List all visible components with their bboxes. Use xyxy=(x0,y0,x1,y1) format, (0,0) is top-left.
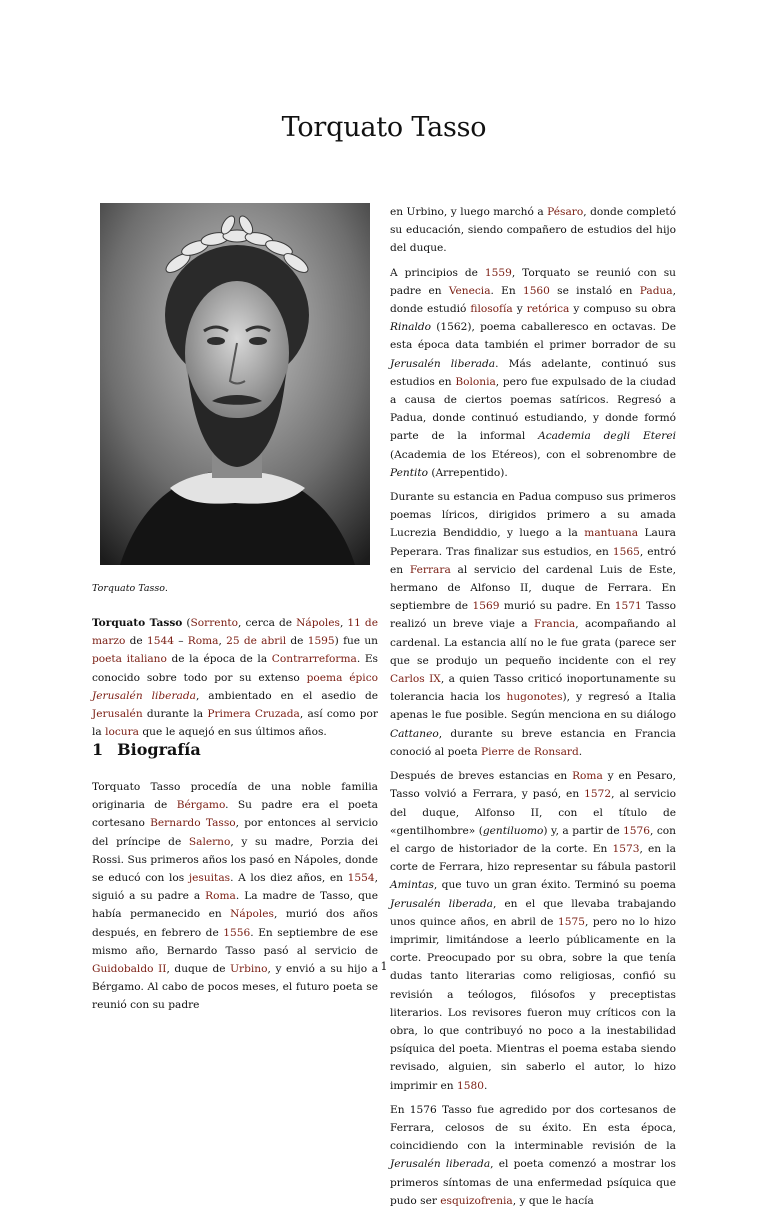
text-run: Jerusalén liberada xyxy=(390,357,496,370)
bio-paragraph xyxy=(92,778,378,1015)
text-run: , en la corte de Ferrara, hizo representar su fábula pastoril xyxy=(390,842,676,874)
right-paragraph-3 xyxy=(390,488,676,761)
text-run: Torquato Tasso xyxy=(92,617,183,629)
text-run: de xyxy=(286,635,308,648)
text-run: , durante su breve estancia en Francia conoció al poeta xyxy=(390,727,676,758)
text-run: En 1576 Tasso fue agredido por dos cortesanos de Ferrara, celosos de su éxito. En esta época, coincidiendo con la interminable revisión de la xyxy=(390,1103,676,1153)
wiki-link[interactable]: Primera Cruzada xyxy=(207,708,300,721)
wiki-link[interactable]: Pierre de Ronsard xyxy=(481,745,579,758)
wiki-link[interactable]: 1573 xyxy=(612,842,640,855)
text-run: , pero fue expulsado de la ciudad a causa de ciertos poemas satíricos. Regresó a Padua, donde continuó estudiando, y donde formó parte de la informal xyxy=(390,375,676,443)
text-run: , en el que llevaba trabajando unos quince años, en abril de xyxy=(390,897,677,928)
wiki-link[interactable]: 1560 xyxy=(522,284,550,297)
text-run: ( xyxy=(182,617,191,629)
text-run: , siguió a su padre a xyxy=(92,872,379,903)
wiki-link[interactable]: 1580 xyxy=(457,1079,484,1092)
wiki-link[interactable]: Roma xyxy=(572,770,603,783)
wiki-link[interactable]: 25 de abril xyxy=(226,635,287,648)
text-run: , el poeta comenzó a mostrar los primeros síntomas de una enfermedad psíquica que pudo ser xyxy=(390,1158,676,1207)
wiki-link[interactable]: Padua xyxy=(639,284,673,297)
wiki-link[interactable]: Jerusalén liberada xyxy=(92,689,196,702)
wiki-link[interactable]: jesuitas xyxy=(188,872,231,885)
wiki-link[interactable]: Ferrara xyxy=(409,563,451,576)
wiki-link[interactable]: Roma xyxy=(187,635,219,648)
wiki-link[interactable]: 1554 xyxy=(347,872,375,885)
text-run: , acompañando al cardenal. La estancia allí no le fue grata (parece ser que se produjo un pequeño incidente con el rey xyxy=(390,618,677,667)
text-run: . xyxy=(483,1079,488,1092)
text-run: . En xyxy=(490,284,523,297)
text-run: gentiluomo xyxy=(482,824,544,837)
page-number: 1 xyxy=(380,960,388,973)
wiki-link[interactable]: Carlos IX xyxy=(390,673,441,686)
wiki-link[interactable]: Francia xyxy=(534,618,576,631)
text-run: , así como por la xyxy=(92,708,378,739)
wiki-link[interactable]: 1575 xyxy=(557,915,585,928)
text-run: , xyxy=(339,617,348,629)
wiki-link[interactable]: 11 de marzo xyxy=(92,617,378,648)
text-run: – xyxy=(173,635,188,648)
portrait-drawing xyxy=(100,203,370,565)
wiki-link[interactable]: 1571 xyxy=(614,600,642,613)
wiki-link[interactable]: Roma xyxy=(205,890,236,903)
text-run: , duque de xyxy=(166,963,231,976)
text-run: , con el cargo de historiador de la corte. En xyxy=(390,824,677,855)
wiki-link[interactable]: 1565 xyxy=(612,545,640,558)
wiki-link[interactable]: poeta italiano xyxy=(92,653,167,666)
figure-caption: Torquato Tasso. xyxy=(92,583,168,594)
text-run: , murió dos años después, en febrero de xyxy=(92,908,378,939)
wiki-link[interactable]: Bolonia xyxy=(455,375,496,388)
text-run: durante la xyxy=(142,708,208,721)
text-run: , que tuvo un gran éxito. Terminó su poema xyxy=(433,879,676,892)
text-run: Después de breves estancias en xyxy=(390,770,573,783)
wiki-link[interactable]: 1569 xyxy=(472,600,500,613)
text-run: de xyxy=(125,635,147,648)
text-run: Amintas xyxy=(390,879,434,892)
text-run: , ambientado en el asedio de xyxy=(195,689,378,702)
text-run: Cattaneo xyxy=(390,727,439,740)
text-run: Academia degli Eterei xyxy=(538,430,676,443)
wiki-link[interactable]: Salerno xyxy=(188,835,231,848)
biography-left-column xyxy=(92,778,378,1015)
text-run: , y su madre, Porzia dei Rossi. Sus primeros años los pasó en Nápoles, donde se educó con los xyxy=(92,835,378,885)
text-run: murió su padre. En xyxy=(499,600,615,613)
wiki-link[interactable]: hugonotes xyxy=(506,691,563,704)
intro-text xyxy=(92,614,378,741)
text-run: ) y, a partir de xyxy=(543,824,624,837)
text-run: Durante su estancia en Padua compuso sus primeros poemas líricos, dirigidos primero a su amada Lucrezia Bendiddio, y luego a la xyxy=(390,491,676,540)
text-run: , xyxy=(218,635,227,648)
wiki-link[interactable]: 1544 xyxy=(146,635,174,648)
text-run: , y envió a su hijo a Bérgamo. Al cabo de pocos meses, el futuro poeta se reunió con su padre xyxy=(92,963,379,1012)
text-run: y compuso su obra xyxy=(569,303,676,316)
text-run: Laura Peperara. Tras finalizar sus estudios, en xyxy=(390,527,676,558)
right-paragraph-2 xyxy=(390,264,676,482)
wiki-link[interactable]: Nápoles xyxy=(230,908,274,921)
text-run: , y que le hacía xyxy=(512,1194,594,1207)
wiki-link[interactable]: poema épico xyxy=(306,671,378,684)
text-run: Pentito xyxy=(390,466,429,479)
text-run: ), y regresó a Italia apenas le fue posible. Según menciona en su diálogo xyxy=(390,691,676,722)
text-run: Rinaldo xyxy=(390,321,432,334)
wiki-link[interactable]: 1595 xyxy=(307,635,335,648)
wiki-link[interactable]: mantuana xyxy=(584,527,639,540)
intro-paragraph xyxy=(92,614,378,741)
text-run: Jerusalén liberada xyxy=(390,897,493,910)
wiki-link[interactable]: Urbino xyxy=(230,963,268,976)
text-run: , Torquato se reunió con su padre en xyxy=(390,266,677,297)
text-run: (Arrepentido). xyxy=(428,466,508,479)
wiki-link[interactable]: 1559 xyxy=(484,266,512,279)
wiki-link[interactable]: filosofía xyxy=(470,303,513,316)
wiki-link[interactable]: locura xyxy=(105,726,139,739)
text-run: , pero no lo hizo imprimir, limitándose a leerlo públicamente en la corte. Preocupado por su obra, sobre la que tenía dudas tanto literarias como religiosas, confió su revisión a teólogos, filósofos y preceptistas literarios. Los revisores fueron muy críticos con la obra, lo que contribuyó no poco a la inestabilidad psíquica del poeta. Mientras el poema estaba siendo revisado, alguien, sin saberlo el autor, lo hizo imprimir en xyxy=(390,915,676,1092)
text-run: A principios de xyxy=(390,266,485,279)
wiki-link[interactable]: Guidobaldo II xyxy=(92,963,167,976)
section-number: 1 xyxy=(92,740,104,759)
wiki-link[interactable]: Bérgamo xyxy=(176,799,226,812)
wiki-link[interactable]: 1556 xyxy=(223,926,251,939)
wiki-link[interactable]: retórica xyxy=(526,303,570,316)
text-run: , entró en xyxy=(390,545,676,576)
text-run: . Es conocido sobre todo por su extenso xyxy=(92,653,378,684)
text-run: . A los diez años, en xyxy=(230,872,348,885)
portrait-image xyxy=(100,203,370,565)
text-run: . Más adelante, continuó sus estudios en xyxy=(390,357,676,388)
right-paragraph-4 xyxy=(390,767,676,1095)
wiki-link[interactable]: Pésaro xyxy=(547,206,584,218)
text-run: y xyxy=(512,303,527,316)
text-run: , donde estudió xyxy=(390,284,676,316)
text-run: Jerusalén liberada xyxy=(390,1158,491,1171)
text-run: ) fue un xyxy=(334,635,378,648)
text-run: , donde completó su educación, siendo compañero de estudios del hijo del duque. xyxy=(390,206,676,255)
page-title: Torquato Tasso xyxy=(281,112,487,143)
text-run: . En septiembre de ese mismo año, Bernardo Tasso pasó al servicio de xyxy=(92,926,379,957)
section-heading xyxy=(92,740,201,759)
wiki-link[interactable]: 1576 xyxy=(623,824,651,837)
text-run: de la época de la xyxy=(166,653,272,666)
text-run: , por entonces al servicio del príncipe de xyxy=(92,817,378,848)
text-run: . La madre de Tasso, que había permanecido en xyxy=(92,890,378,921)
wiki-link[interactable]: 1572 xyxy=(584,788,612,801)
text-run: en Urbino, y luego marchó a xyxy=(390,206,548,218)
section-title: Biografía xyxy=(117,740,201,759)
text-run: (Academia de los Etéreos), con el sobrenombre de xyxy=(390,448,676,461)
right-paragraph-5 xyxy=(390,1101,676,1210)
text-run: , cerca de xyxy=(238,617,297,629)
text-run: al servicio del cardenal Luis de Este, hermano de Alfonso II, duque de Ferrara. En septiembre de xyxy=(390,563,676,613)
wiki-link[interactable]: Contrarreforma xyxy=(271,653,357,666)
text-run: . Su padre era el poeta cortesano xyxy=(92,799,378,830)
wiki-link[interactable]: Bernardo Tasso xyxy=(150,817,236,830)
text-run: Tasso realizó un breve viaje a xyxy=(390,600,676,631)
text-run: Torquato Tasso procedía de una noble familia originaria de xyxy=(92,781,378,812)
wiki-link[interactable]: Jerusalén xyxy=(92,708,143,721)
wiki-link[interactable]: Nápoles xyxy=(296,617,340,629)
text-run: . xyxy=(578,745,583,758)
wiki-link[interactable]: esquizofrenia xyxy=(440,1194,513,1207)
wiki-link[interactable]: Sorrento xyxy=(190,617,239,629)
right-paragraph-1 xyxy=(390,203,676,258)
right-column xyxy=(390,203,676,1216)
text-run: que le aquejó en sus últimos años. xyxy=(138,726,327,739)
text-run: , a quien Tasso criticó inoportunamente su tolerancia hacia los xyxy=(390,673,676,704)
text-run: , al servicio del duque, Alfonso II, con el título de «gentilhombre» ( xyxy=(390,788,676,837)
wiki-link[interactable]: Venecia xyxy=(448,284,491,297)
text-run: y en Pesaro, Tasso volvió a Ferrara, y pasó, en xyxy=(390,770,676,801)
text-run: se instaló en xyxy=(549,284,640,297)
text-run: (1562), poema caballeresco en octavas. De esta época data también el primer borrador de su xyxy=(390,321,676,352)
